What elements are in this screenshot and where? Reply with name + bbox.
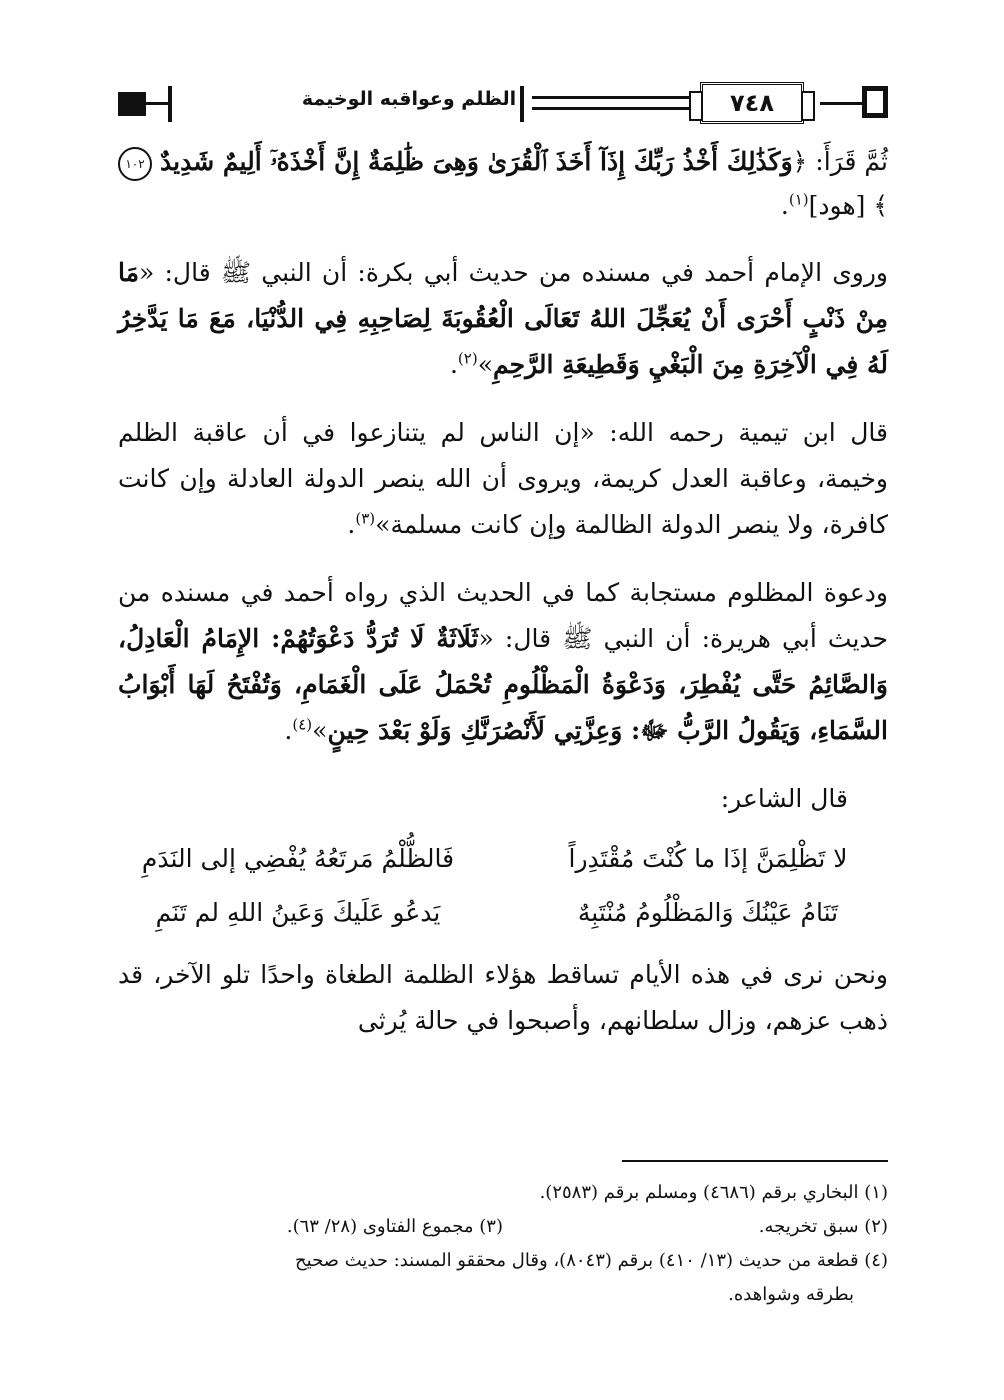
quote-close: » bbox=[477, 350, 493, 379]
footnote-ref: (٢) bbox=[457, 349, 478, 368]
main-text bbox=[118, 140, 888, 1066]
page-header bbox=[118, 82, 888, 128]
paragraph-intro: ودعوة المظلوم مستجابة كما في الحديث الذي رواه أحمد في مسنده من حديث أبي هريرة: أن النبي ﷺ قال: « bbox=[118, 578, 888, 653]
footnote-ref: (١) bbox=[788, 190, 809, 209]
footnote: (٢) سبق تخريجه. bbox=[758, 1216, 888, 1237]
hadith-text: ثَلَاثَةٌ لَا تُرَدُّ دَعْوَتُهُمْ: الإِمَامُ الْعَادِلُ، وَالصَّائِمُ حَتَّى يُفْطِرَ، وَدَعْوَةُ الْمَظْلُومِ تُحْمَلُ عَلَى الْغَمَامِ، وَتُفْتَحُ لَهَا أَبْوَابُ السَّمَاءِ، وَيَقُولُ الرَّبُّ ﷻ: وَعِزَّتِي لَأَنْصُرَنَّكِ وَلَوْ بَعْدَ حِينٍ bbox=[118, 624, 888, 745]
poem-verse bbox=[118, 886, 888, 940]
header-ornament-right bbox=[862, 86, 888, 118]
footnote-continuation: بطرقه وشواهده. bbox=[728, 1284, 854, 1305]
running-title: الظلم وعواقبه الوخيمة bbox=[301, 88, 517, 110]
poet-label: قال الشاعر: bbox=[720, 784, 848, 813]
paragraph: ودعوة المظلوم مستجابة كما في الحديث الذي رواه أحمد في مسنده من حديث أبي هريرة: أن النبي ﷺ قال: «ثَلَاثَةٌ لَا تُرَدُّ دَعْوَتُهُمْ: الإِمَامُ الْعَادِلُ، وَالصَّائِمُ حَتَّى يُفْطِرَ، وَدَعْوَةُ الْمَظْلُومِ تُحْمَلُ عَلَى الْغَمَامِ، وَتُفْتَحُ لَهَا أَبْوَابُ السَّمَاءِ، وَيَقُولُ الرَّبُّ ﷻ: وَعِزَّتِي لَأَنْصُرَنَّكِ وَلَوْ بَعْدَ حِينٍ»$^{(٤)}$. bbox=[118, 578, 888, 745]
footnote-separator bbox=[622, 1160, 888, 1162]
poem-verse bbox=[118, 832, 888, 886]
paragraph: ونحن نرى في هذه الأيام تساقط هؤلاء الظلمة الطغاة واحدًا تلو الآخر، قد ذهب عزهم، وزال سلطانهم، وأصبحوا في حالة يُرثى bbox=[118, 960, 888, 1035]
paragraph-intro: وروى الإمام أحمد في مسنده من حديث أبي بكرة: أن النبي ﷺ قال: « bbox=[139, 258, 888, 287]
paragraph: قال ابن تيمية رحمه الله: «إن الناس لم يتنازعوا في أن عاقبة الظلم وخيمة، وعاقبة العدل كريمة، ويروى أن الله ينصر الدولة العادلة وإن كانت كافرة، ولا ينصر الدولة الظالمة وإن كانت مسلمة»$^{(٣)}$. bbox=[118, 418, 888, 539]
footnote-ref: (٤) bbox=[292, 715, 313, 734]
hemistich-right: لا تَظْلِمَنَّ إذَا ما كُنْتَ مُقْتَدِراً bbox=[568, 844, 848, 873]
hadith-text: مَا مِنْ ذَنْبٍ أَحْرَى أَنْ يُعَجِّلَ اللهُ تَعَالَى الْعُقُوبَةَ لِصَاحِبِهِ فِي الدُّنْيَا، مَعَ مَا يَدَّخِرُ لَهُ فِي الْآخِرَةِ مِنَ الْبَغْيِ وَقَطِيعَةِ الرَّحِمِ bbox=[118, 258, 888, 379]
header-tick bbox=[520, 86, 524, 122]
paragraph-text: قال ابن تيمية رحمه الله: «إن الناس لم يتنازعوا في أن عاقبة الظلم وخيمة، وعاقبة العدل كريمة، ويروى أن الله ينصر الدولة العادلة وإن كانت كافرة، ولا ينصر الدولة الظالمة وإن كانت مسلمة» bbox=[118, 418, 888, 539]
footnote-ref: (٣) bbox=[355, 509, 376, 528]
hemistich-right: تَنَامُ عَيْنُكَ وَالمَظْلُومُ مُنْتَبِهٌ bbox=[577, 898, 839, 927]
header-rule bbox=[146, 102, 168, 105]
footnote: (٤) قطعة من حديث (١٣/ ٤١٠) برقم (٨٠٤٣)، وقال محققو المسند: حديث صحيح bbox=[295, 1250, 888, 1271]
footnotes bbox=[118, 1176, 888, 1312]
quote-close: » bbox=[312, 716, 328, 745]
header-rule bbox=[820, 102, 862, 105]
paragraph: وروى الإمام أحمد في مسنده من حديث أبي بكرة: أن النبي ﷺ قال: «مَا مِنْ ذَنْبٍ أَحْرَى أَنْ يُعَجِّلَ اللهُ تَعَالَى الْعُقُوبَةَ لِصَاحِبِهِ فِي الدُّنْيَا، مَعَ مَا يَدَّخِرُ لَهُ فِي الْآخِرَةِ مِنَ الْبَغْيِ وَقَطِيعَةِ الرَّحِمِ»$^{(٢)}$. bbox=[118, 258, 888, 379]
hemistich-left: يَدعُو عَلَيكَ وَعَينُ اللهِ لم تَنَمِ bbox=[155, 898, 441, 927]
ayah-number-marker: ١٠٢ bbox=[118, 147, 152, 181]
quran-verse: وَكَذَٰلِكَ أَخْذُ رَبِّكَ إِذَآ أَخَذَ ٱلْقُرَىٰ وَهِىَ ظَٰلِمَةٌ إِنَّ أَخْذَهُۥٓ أَلِيمٌ شَدِيدٌ bbox=[160, 147, 793, 176]
quran-intro: ثُمَّ قَرَأَ: ﴿ bbox=[792, 147, 888, 176]
header-tick bbox=[168, 86, 172, 122]
footnote: (١) البخاري برقم (٤٦٨٦) ومسلم برقم (٢٥٨٣). bbox=[539, 1182, 888, 1203]
quran-quote: ثُمَّ قَرَأَ: ﴿وَكَذَٰلِكَ أَخْذُ رَبِّكَ إِذَآ أَخَذَ ٱلْقُرَىٰ وَهِىَ ظَٰلِمَةٌ إِنَّ أَخْذَهُۥٓ أَلِيمٌ شَدِيدٌ ١٠٢ ﴾ [هود]$^{(١)}$. bbox=[118, 140, 888, 228]
surah-reference: ﴾ [هود] bbox=[808, 191, 888, 220]
footnote-row bbox=[118, 1210, 888, 1244]
header-ornament-left bbox=[118, 92, 146, 116]
page-number: ٧٤٨ bbox=[700, 82, 804, 124]
footnote: (٣) مجموع الفتاوى (٢٨/ ٦٣). bbox=[286, 1216, 503, 1237]
hemistich-left: فَالظُّلْمُ مَرتَعُهُ يُفْضِي إلى النَدَمِ bbox=[141, 844, 455, 873]
